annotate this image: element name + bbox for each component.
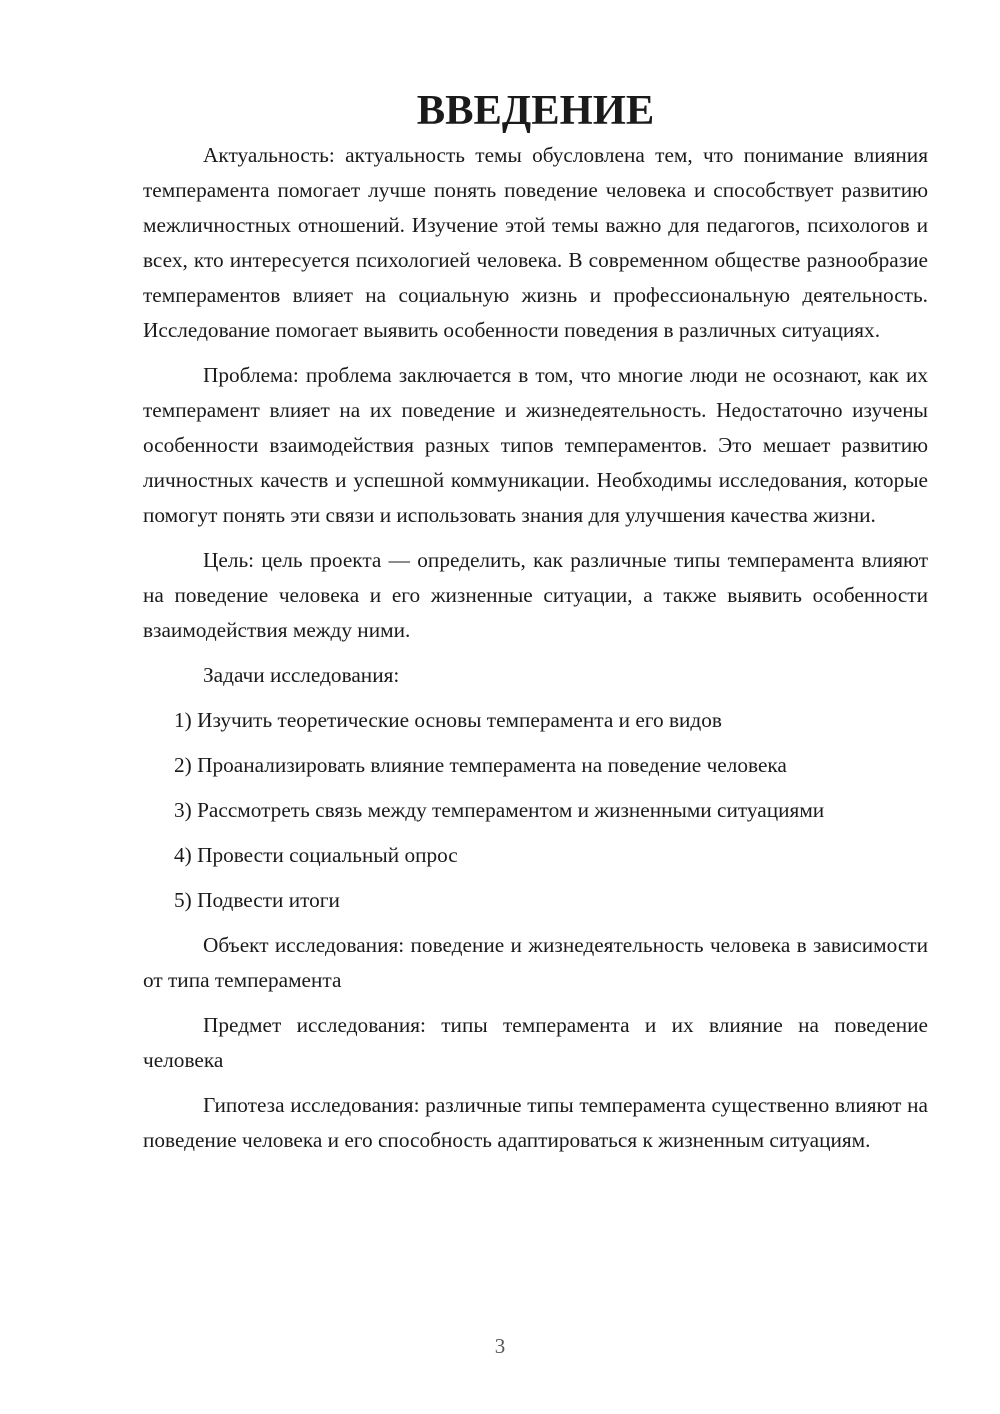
task-item-5: 5) Подвести итоги — [174, 888, 340, 912]
object-paragraph: Объект исследования: поведение и жизнедеятельность человека в зависимости от типа темперамента — [143, 933, 928, 992]
task-item-2: 2) Проанализировать влияние темперамента на поведение человека — [174, 753, 787, 777]
page-number: 3 — [494, 1334, 506, 1358]
relevance-paragraph: Актуальность: актуальность темы обусловлена тем, что понимание влияния темперамента помогает лучше понять поведение человека и способствует развитию межличностных отношений. Изучение этой темы важно для педагогов, психологов и всех, кто интересуется психологией человека. В современном обществе разнообразие темпераментов влияет на социальную жизнь и профессиональную деятельность. Исследование помогает выявить особенности поведения в различных ситуациях. — [143, 143, 928, 342]
tasks-title: Задачи исследования: — [203, 663, 400, 687]
problem-paragraph: Проблема: проблема заключается в том, что многие люди не осознают, как их темперамент влияет на их поведение и жизнедеятельность. Недостаточно изучены особенности взаимодействия разных типов темпераментов. Это мешает развитию личностных качеств и успешной коммуникации. Необходимы исследования, которые помогут понять эти связи и использовать знания для улучшения качества жизни. — [143, 363, 928, 527]
goal-paragraph: Цель: цель проекта — определить, как различные типы темперамента влияют на поведение человека и его жизненные ситуации, а также выявить особенности взаимодействия между ними. — [143, 548, 928, 642]
hypothesis-paragraph: Гипотеза исследования: различные типы темперамента существенно влияют на поведение человека и его способность адаптироваться к жизненным ситуациям. — [143, 1093, 928, 1152]
page-title: ВВЕДЕНИЕ — [416, 87, 655, 134]
task-list — [143, 703, 928, 918]
document-page — [143, 87, 928, 1168]
subject-paragraph: Предмет исследования: типы темперамента и их влияние на поведение человека — [143, 1013, 928, 1072]
task-item-3: 3) Рассмотреть связь между темпераментом и жизненными ситуациями — [174, 798, 825, 822]
task-item-1: 1) Изучить теоретические основы темперамента и его видов — [174, 708, 722, 732]
task-item-4: 4) Провести социальный опрос — [174, 843, 458, 867]
